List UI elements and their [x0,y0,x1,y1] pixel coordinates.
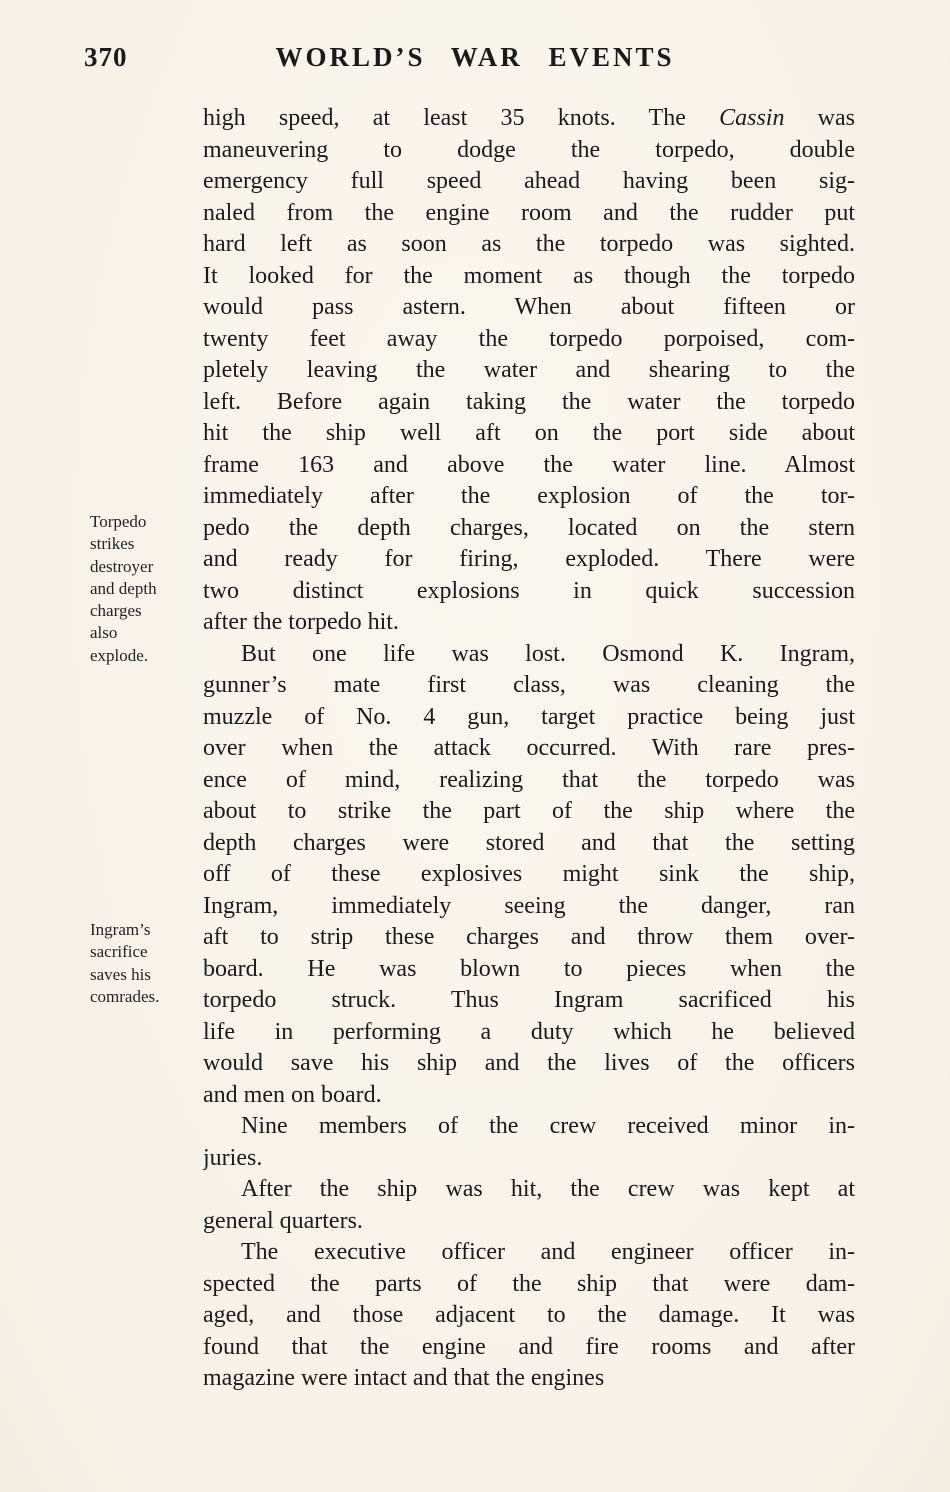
text-line: spected the parts of the ship that were dam- [203,1270,855,1297]
text-line: Ingram, immediately seeing the danger, ran [203,892,855,919]
sidenote-line: Ingram’s [90,920,151,939]
paragraph [203,1111,855,1174]
italic-text: Cassin [719,105,785,131]
sidenote-line: strikes [90,534,135,554]
text-line: After the ship was hit, the crew was kept at [241,1176,855,1202]
text-line: after the torpedo hit. [203,609,399,635]
text-line: pletely leaving the water and shearing to the [203,357,855,383]
running-head [0,42,950,76]
text-line: aft to strip these charges and throw them over- [203,924,855,950]
text-line: The executive officer and engineer officer in- [241,1239,855,1265]
sidenote-line: charges [90,601,142,621]
sidenote-line: also [90,623,118,643]
text-segment: high speed, at least 35 knots. The [203,105,720,131]
text-line: muzzle of No. 4 gun, target practice being just [203,703,855,730]
paragraph [203,639,855,1112]
text-line: life in performing a duty which he believed [203,1018,855,1045]
text-line: over when the attack occurred. With rare pres- [203,735,855,761]
paragraph [203,1174,855,1237]
text-line: hard left as soon as the torpedo was sighted. [203,231,855,257]
text-line: two distinct explosions in quick succession [203,577,855,604]
text-line: But one life was lost. Osmond K. Ingram, [241,640,855,667]
text-line: general quarters. [203,1207,363,1234]
text-line: about to strike the part of the ship where the [203,798,855,824]
text-line: naled from the engine room and the rudder put [203,199,855,226]
text-line: gunner’s mate first class, was cleaning the [203,672,855,698]
text-line: maneuvering to dodge the torpedo, double [203,136,855,163]
text-line: frame 163 and above the water line. Almost [203,451,855,478]
text-line: emergency full speed ahead having been sig- [203,168,855,194]
text-line: juries. [203,1144,263,1171]
text-line: found that the engine and fire rooms and after [203,1333,855,1360]
sidenote-line: saves his [90,964,151,984]
text-line: torpedo struck. Thus Ingram sacrificed his [203,987,855,1013]
text-line: off of these explosives might sink the ship, [203,861,855,887]
text-segment: was [784,105,855,131]
text-line [203,103,855,135]
text-line: would save his ship and the lives of the officers [203,1050,855,1076]
page-number: 370 [84,42,128,72]
text-area [203,103,855,1395]
text-line: Nine members of the crew received minor in- [241,1113,855,1139]
text-line: hit the ship well aft on the port side about [203,420,855,446]
text-line: twenty feet away the torpedo porpoised, com- [203,325,855,352]
running-title: WORLD’S WAR EVENTS [275,42,675,72]
sidenote-line: destroyer [90,556,154,576]
sidenote-line: and depth [90,578,157,598]
text-line: magazine were intact and that the engines [203,1365,605,1391]
paragraph [203,1237,855,1395]
text-line: depth charges were stored and that the setting [203,829,855,856]
text-line: aged, and those adjacent to the damage. It was [203,1302,855,1328]
sidenote-line: comrades. [90,986,160,1006]
text-line: pedo the depth charges, located on the stern [203,514,855,541]
sidenote-ingram [90,919,202,1008]
text-line: and ready for firing, exploded. There were [203,546,855,572]
text-line: left. Before again taking the water the torpedo [203,388,855,415]
sidenote-torpedo [90,511,202,667]
sidenote-line: explode. [90,645,149,665]
text-line: It looked for the moment as though the torpedo [203,262,855,289]
text-line: would pass astern. When about fifteen or [203,294,855,320]
body-text [203,103,855,1395]
paragraph [203,103,855,639]
text-line: ence of mind, realizing that the torpedo was [203,766,855,793]
text-line: board. He was blown to pieces when the [203,955,855,982]
sidenote-line: Torpedo [90,512,147,531]
text-line: and men on board. [203,1081,382,1108]
text-line: immediately after the explosion of the tor- [203,483,855,509]
sidenote-line: sacrifice [90,942,148,962]
